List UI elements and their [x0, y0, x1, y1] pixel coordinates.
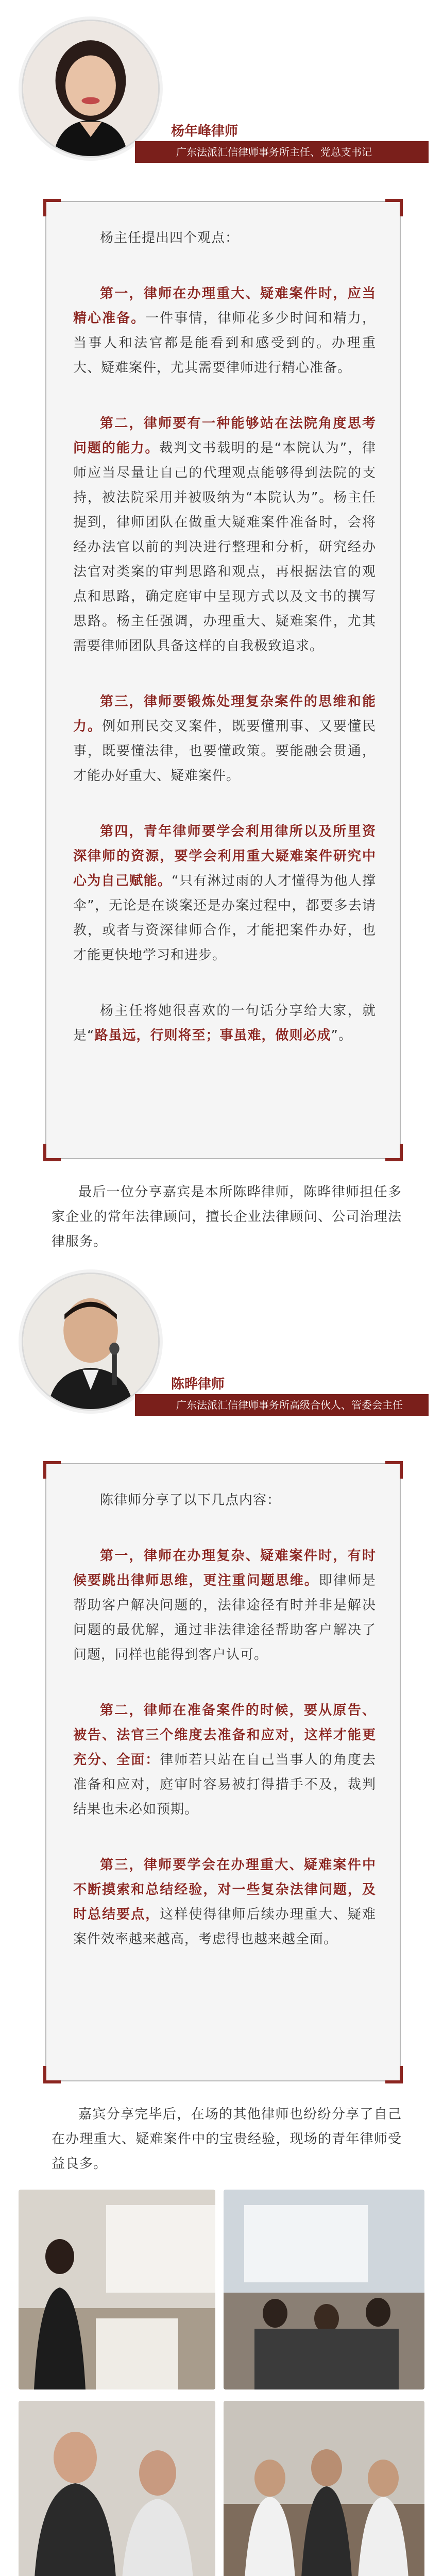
corner-decoration	[43, 1144, 61, 1161]
corner-decoration	[385, 1144, 403, 1161]
point-paragraph: 第四，青年律师要学会利用律所以及所里资深律师的资源，要学会利用重大疑难案件研究中心为自己赋能。“只有淋过雨的人才懂得为他人撑伞”，无论是在谈案还是办案过程中，都要多去请教，或者与资深律师合作，才能把案件办好，也才能更快地学习和进步。	[73, 824, 376, 963]
event-photo	[224, 2190, 424, 2389]
event-photo	[224, 2401, 424, 2576]
point-paragraph: 第二，律师在准备案件的时候，要从原告、被告、法官三个维度去准备和应对，这样才能更充分、全面：律师若只站在自己当事人的角度去准备和应对，庭审时容易被打得措手不及，裁判结果也未必如预期。	[73, 1703, 376, 1817]
section-intro: 陈律师分享了以下几点内容：	[100, 1493, 281, 1508]
corner-decoration	[385, 199, 403, 216]
point-paragraph: 第三，律师要锻炼处理复杂案件的思维和能力。例如刑民交叉案件，既要懂刑事、又要懂民事，既要懂法律，也要懂政策。要能融会贯通，才能办好重大、疑难案件。	[73, 694, 376, 784]
speaker-name: 陈晔律师	[171, 1377, 225, 1392]
corner-decoration	[385, 2066, 403, 2083]
quote-card-1	[45, 201, 401, 1159]
event-photo	[19, 2401, 215, 2576]
speaker-header-1	[16, 20, 429, 174]
transition-paragraph: 最后一位分享嘉宾是本所陈晔律师，陈晔律师担任多家企业的常年法律顾问，擅长企业法律顾问、公司治理法律服务。	[52, 1184, 402, 1249]
speaker-title-bar: 广东法派汇信律师事务所主任、党总支书记	[135, 141, 429, 163]
point-paragraph: 第一，律师在办理复杂、疑难案件时，有时候要跳出律师思维，更注重问题思维。即律师是帮助客户解决问题的，法律途径有时并非是解决问题的最优解，通过非法律途径帮助客户解决了问题，同样也能得到客户认可。	[73, 1548, 376, 1663]
after-paragraph: 嘉宾分享完毕后，在场的其他律师也纷纷分享了自己在办理重大、疑难案件中的宝贵经验，现场的青年律师受益良多。	[52, 2107, 402, 2172]
closing-quote: 杨主任将她很喜欢的一句话分享给大家，就是“路虽远，行则将至；事虽难，做则必成”。	[73, 1003, 376, 1043]
event-photo	[19, 2190, 215, 2389]
point-paragraph: 第一，律师在办理重大、疑难案件时，应当精心准备。一件事情，律师花多少时间和精力，当事人和法官都是能看到和感受到的。办理重大、疑难案件，尤其需要律师进行精心准备。	[73, 286, 376, 376]
corner-decoration	[385, 1461, 403, 1479]
avatar	[22, 1273, 160, 1411]
point-paragraph: 第二，律师要有一种能够站在法院角度思考问题的能力。裁判文书载明的是“本院认为”，律师应当尽量让自己的代理观点能够得到法院的支持，被法院采用并被吸纳为“本院认为”。杨主任提到，律师团队在做重大疑难案件准备时，会将经办法官以前的判决进行整理和分析，研究经办法官对类案的审判思路和观点，再根据法官的观点和思路，确定庭审中呈现方式以及文书的撰写思路。杨主任强调，办理重大、疑难案件，尤其需要律师团队具备这样的自我极致追求。	[73, 416, 376, 654]
section-intro: 杨主任提出四个观点：	[100, 230, 240, 246]
corner-decoration	[43, 1461, 61, 1479]
point-paragraph: 第三，律师要学会在办理重大、疑难案件中不断摸索和总结经验，对一些复杂法律问题，及时总结要点，这样使得律师后续办理重大、疑难案件效率越来越高，考虑得也越来越全面。	[73, 1857, 376, 1947]
speaker-name: 杨年峰律师	[171, 124, 238, 139]
quote-card-2	[45, 1463, 401, 2081]
avatar	[22, 20, 160, 158]
speaker-header-2	[16, 1273, 429, 1427]
corner-decoration	[43, 199, 61, 216]
corner-decoration	[43, 2066, 61, 2083]
speaker-title-bar: 广东法派汇信律师事务所高级合伙人、管委会主任	[135, 1394, 429, 1416]
